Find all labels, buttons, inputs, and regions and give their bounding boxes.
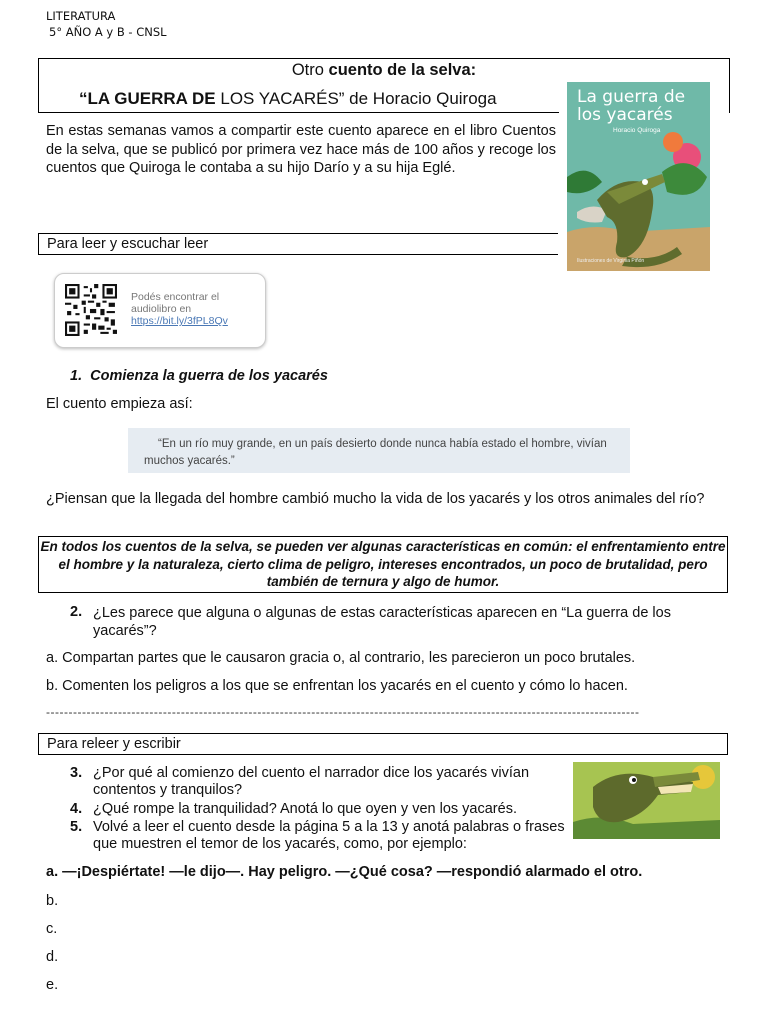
yacare-drawing (573, 762, 720, 839)
story-quote-box (128, 428, 630, 473)
q5-text: Volvé a leer el cuento desde la página 5 a la 13 y anotá palabras o frases que muestren el temor de los yacarés, como, por ejemplo: (93, 819, 565, 852)
audiobook-text: Podés encontrar el audiolibro en https://bit.ly/3fPL8Qv (131, 291, 228, 327)
cover-title: La guerra de los yacarés (577, 87, 686, 125)
subject-label: LITERATURA (46, 9, 116, 23)
q3-number: 3. (70, 765, 83, 781)
book-cover-image (567, 82, 710, 271)
q2-text: ¿Les parece que alguna o algunas de estas características aparecen en “La guerra de los yacarés”? (93, 605, 671, 639)
title-line-2: “LA GUERRA DE LOS YACARÉS” de Horacio Quiroga (79, 89, 497, 108)
q1-intro: El cuento empieza así: (46, 396, 193, 412)
grade-label: 5° AÑO A y B - CNSL (49, 25, 167, 39)
blank-item-b: b. (46, 893, 59, 909)
q1-heading: 1. Comienza la guerra de los yacarés (70, 368, 328, 384)
section-reread-write: Para releer y escribir (38, 733, 728, 755)
q4-number: 4. (70, 801, 83, 817)
title-underline (39, 112, 559, 113)
audiobook-link[interactable]: https://bit.ly/3fPL8Qv (131, 315, 228, 327)
title-line-1: Otro cuento de la selva: (291, 61, 477, 79)
q2-item-b: b. Comenten los peligros a los que se enfrentan los yacarés en el cuento y cómo lo hacen. (46, 678, 628, 694)
section-read-listen: Para leer y escuchar leer (38, 233, 558, 255)
dashed-divider: ------------------------------------------------------------------------------------------------------------------------------------ (46, 705, 640, 719)
intro-paragraph: En estas semanas vamos a compartir este cuento aparece en el libro Cuentos de la selva, que se publicó por primera vez hace más de 100 años y recoge los cuentos que Quiroga le contaba a su hijo Darío y a su hija Eglé. (46, 123, 556, 176)
q5-number: 5. (70, 819, 83, 835)
cover-author: Horacio Quiroga (613, 127, 661, 134)
q3-text: ¿Por qué al comienzo del cuento el narrador dice los yacarés vivían contentos y tranquilos? (93, 765, 530, 798)
q2-item-a: a. Compartan partes que le causaron gracia o, al contrario, les parecieron un poco brutales. (46, 650, 636, 666)
q4-text: ¿Qué rompe la tranquilidad? Anotá lo que oyen y ven los yacarés. (93, 801, 517, 817)
qr-code-icon (65, 284, 117, 336)
example-answer: a. —¡Despiértate! —le dijo—. Hay peligro. —¿Qué cosa? —respondió alarmado el otro. (46, 864, 643, 880)
blank-item-d: d. (46, 949, 59, 965)
characteristics-box: En todos los cuentos de la selva, se pueden ver algunas características en común: el enfrentamiento entre el hombre y la naturaleza, cierto clima de peligro, intereses encontrados, un poco de brutalidad, pero también de ternura y algo de humor. (38, 536, 728, 593)
cover-illustrator: Ilustraciones de Virginia Piñón (577, 258, 645, 264)
audiobook-card (54, 273, 266, 348)
story-quote: “En un río muy grande, en un país desierto donde nunca había estado el hombre, vivían muchos yacarés.” (144, 438, 607, 467)
q2-number: 2. (70, 604, 83, 620)
blank-item-e: e. (46, 977, 59, 993)
q1-question: ¿Piensan que la llegada del hombre cambió mucho la vida de los yacarés y los otros animales del río? (46, 491, 705, 507)
blank-item-c: c. (46, 921, 58, 937)
yacare-illustration (573, 762, 720, 839)
